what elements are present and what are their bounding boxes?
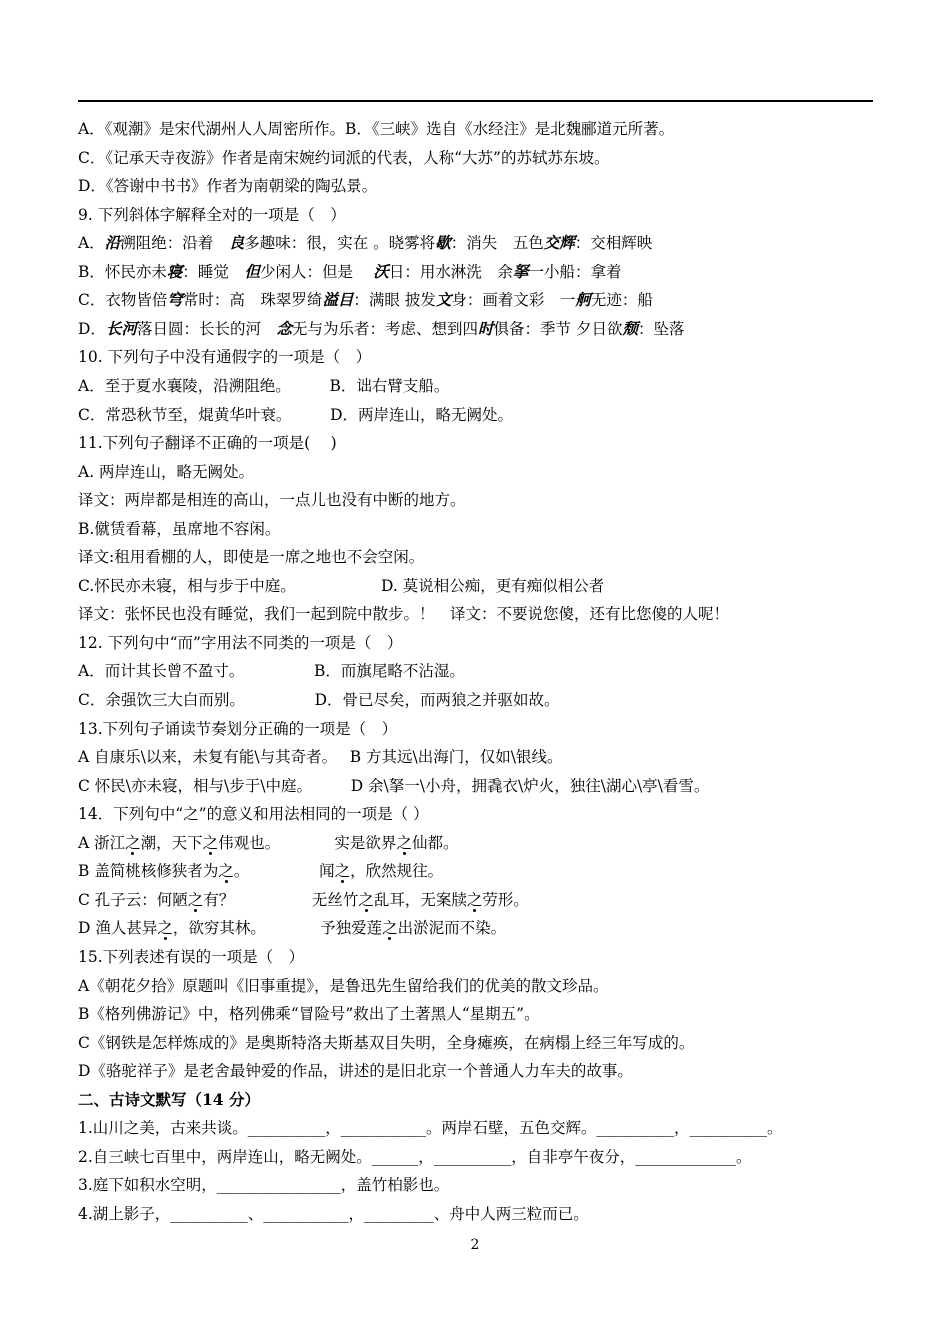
text-segment: 仙都。 — [411, 833, 459, 852]
text-line: 11.下列句子翻译不正确的一项是( ) — [78, 434, 337, 453]
text-segment: ：坠落 — [637, 319, 685, 338]
dotted-char: 之 — [358, 890, 374, 909]
text-segment: B．怀民亦未 — [78, 262, 167, 281]
text-line — [78, 261, 621, 283]
text-line: 译文：张怀民也没有睡觉，我们一起到院中散步。！ 译文：不要说您傻，还有比您傻的人呢！ — [78, 605, 730, 624]
text-line: A．至于夏水襄陵，沿溯阻绝。 B．诎右臂支船。 — [78, 376, 450, 395]
text-line: 二、古诗文默写（14 分） — [78, 1089, 260, 1109]
text-segment: 。 闻 — [233, 862, 335, 881]
text-line: 10. 下列句子中没有通假字的一项是（ ） — [78, 348, 372, 367]
text-line: C．《记承天寺夜游》作者是南宋婉约词派的代表，人称“大苏”的苏轼苏东坡。 — [78, 148, 610, 167]
italic-term: 但 — [244, 261, 260, 281]
text-segment: C．衣物皆倍 — [78, 291, 168, 310]
text-line: A《朝花夕拾》原题叫《旧事重提》，是鲁迅先生留给我们的优美的散文珍品。 — [78, 976, 609, 995]
italic-term: 溢目 — [322, 290, 354, 310]
text-segment: 出淤泥而不染。 — [397, 919, 507, 938]
text-line: C《钢铁是怎样炼成的》是奥斯特洛夫斯基双目失明，全身瘫痪，在病榻上经三年写成的。 — [78, 1033, 695, 1052]
text-line: C 怀民\亦未寝，相与\步于\中庭。 D 余\拏一\小舟，拥毳衣\炉火，独往\湖心\亭\看雪。 — [78, 776, 710, 795]
italic-term: 沃 — [373, 261, 389, 281]
text-segment: 常时：高 珠翠罗绮 — [182, 291, 323, 310]
italic-term: 交辉 — [543, 233, 575, 253]
text-line — [78, 832, 458, 854]
text-line — [78, 860, 443, 882]
text-line: 4.湖上影子，__________、___________，_________、舟中人两三粒而已。 — [78, 1204, 589, 1223]
text-line: 译文：两岸都是相连的高山，一点儿也没有中断的地方。 — [78, 491, 466, 510]
text-line: 2.自三峡七百里中，两岸连山，略无阙处。______，__________，自非亭午夜分，_____________。 — [78, 1147, 752, 1166]
text-line: 9. 下列斜体字解释全对的一项是（ ） — [78, 205, 346, 224]
text-segment: A 浙江 — [78, 833, 126, 852]
text-segment: D 渔人甚异 — [78, 919, 158, 938]
text-segment: 多趣味：很，实在 。晓雾将 — [244, 234, 436, 253]
italic-term: 拏 — [512, 261, 529, 281]
text-segment: 日：用水淋洗 余 — [388, 262, 513, 281]
dotted-char: 之 — [157, 919, 173, 938]
italic-term: 歇 — [435, 233, 451, 253]
text-line — [78, 289, 653, 311]
dotted-char: 之 — [218, 862, 234, 881]
dotted-char: 之 — [396, 833, 412, 852]
text-segment: 乱耳，无案牍 — [373, 890, 467, 909]
text-segment: 无迹：船 — [590, 291, 653, 310]
text-line: 15.下列表述有误的一项是（ ） — [78, 947, 305, 966]
text-segment: 潮，天下 — [140, 833, 203, 852]
dotted-char: 之 — [125, 833, 141, 852]
italic-term: 颓 — [622, 318, 638, 338]
italic-term: 良 — [228, 233, 245, 253]
text-segment: B 盖简桃核修狭者为 — [78, 862, 219, 881]
text-segment: ：消失 五色 — [450, 234, 544, 253]
text-line: A．《观潮》是宋代湖州人人周密所作。B．《三峡》选自《水经注》是北魏郦道元所著。 — [78, 120, 675, 138]
italic-term: 寝 — [166, 261, 183, 281]
italic-term: 时 — [478, 318, 494, 338]
text-line: C．余强饮三大白而别。 D．骨已尽矣，而两狼之并驱如故。 — [78, 691, 560, 709]
text-line: D《骆驼祥子》是老舍最钟爱的作品，讲述的是旧北京一个普通人力车夫的故事。 — [78, 1062, 633, 1081]
text-line: A．而计其长曾不盈寸。 B．而旗尾略不沾湿。 — [78, 662, 465, 681]
text-line: 3.庭下如积水空明，________________，盖竹柏影也。 — [78, 1176, 450, 1195]
italic-term: 穹 — [167, 290, 183, 310]
text-segment: 溯阻绝：沿着 — [120, 234, 229, 253]
text-line: A. 两岸连山，略无阙处。 — [78, 462, 255, 481]
italic-term: 念 — [276, 318, 292, 338]
text-segment: 少闲人：但是 — [259, 262, 374, 281]
text-segment: D． — [78, 319, 106, 338]
italic-term: 舸 — [575, 290, 591, 310]
text-segment: 一小船：拿着 — [528, 262, 622, 281]
text-line: D．《答谢中书书》作者为南朝梁的陶弘景。 — [78, 177, 378, 196]
text-segment: 无与为乐者：考虑、想到四 — [291, 319, 478, 338]
dotted-char: 之 — [202, 833, 219, 852]
text-segment: 有？ 无丝竹 — [203, 890, 359, 909]
dotted-char: 之 — [187, 890, 204, 909]
text-line — [78, 917, 506, 939]
text-segment: ：满眼 披发 — [353, 291, 436, 310]
text-line: 14．下列句中“之”的意义和用法相同的一项是（ ） — [78, 805, 429, 824]
page-number: 2 — [470, 1237, 480, 1253]
text-line: 13.下列句子诵读节奏划分正确的一项是（ ） — [78, 719, 398, 738]
italic-term: 文 — [435, 290, 452, 310]
text-segment: 俱备：季节 夕日欲 — [493, 319, 623, 338]
text-segment: 伟观也。 实是欲界 — [218, 833, 397, 852]
text-segment: C 孔子云：何陋 — [78, 890, 188, 909]
text-segment: 身：画着文彩 一 — [451, 291, 576, 310]
text-segment: A． — [78, 234, 105, 253]
text-line — [78, 232, 652, 254]
text-segment: 落日圆：长长的河 — [136, 319, 277, 338]
text-segment: ，欲穷其林。 予独爱莲 — [172, 919, 383, 938]
text-line — [78, 889, 529, 911]
text-segment: ：交相辉映 — [574, 234, 653, 253]
text-segment: ，欣然规往。 — [350, 862, 444, 881]
text-line: B.僦赁看幕，虽席地不容闲。 — [78, 519, 281, 538]
text-line — [78, 318, 684, 340]
text-line: 译文:租用看棚的人，即使是一席之地也不会空闲。 — [78, 548, 425, 567]
italic-term: 长河 — [105, 318, 137, 338]
dotted-char: 之 — [466, 890, 483, 909]
dotted-char: 之 — [334, 862, 351, 881]
text-line: B《格列佛游记》中，格列佛乘“冒险号”救出了土著黑人“星期五”。 — [78, 1005, 540, 1024]
text-line: C.怀民亦未寝，相与步于中庭。 D. 莫说相公痴，更有痴似相公者 — [78, 576, 605, 595]
text-segment: ：睡觉 — [182, 262, 245, 281]
italic-term: 沿 — [104, 233, 121, 253]
text-line: 1.山川之美，古来共谈。__________，___________。两岸石壁，五色交辉。__________，__________。 — [78, 1119, 783, 1138]
text-segment: 劳形。 — [482, 890, 529, 909]
dotted-char: 之 — [382, 919, 398, 938]
text-line: A 自康乐\以来，未复有能\与其奇者。 B 方其远\出海门，仅如\银线。 — [78, 748, 563, 767]
header-rule — [78, 100, 873, 102]
text-line: C．常恐秋节至，焜黄华叶衰。 D．两岸连山，略无阙处。 — [78, 405, 514, 424]
text-line: 12. 下列句中“而”字用法不同类的一项是（ ） — [78, 633, 403, 652]
